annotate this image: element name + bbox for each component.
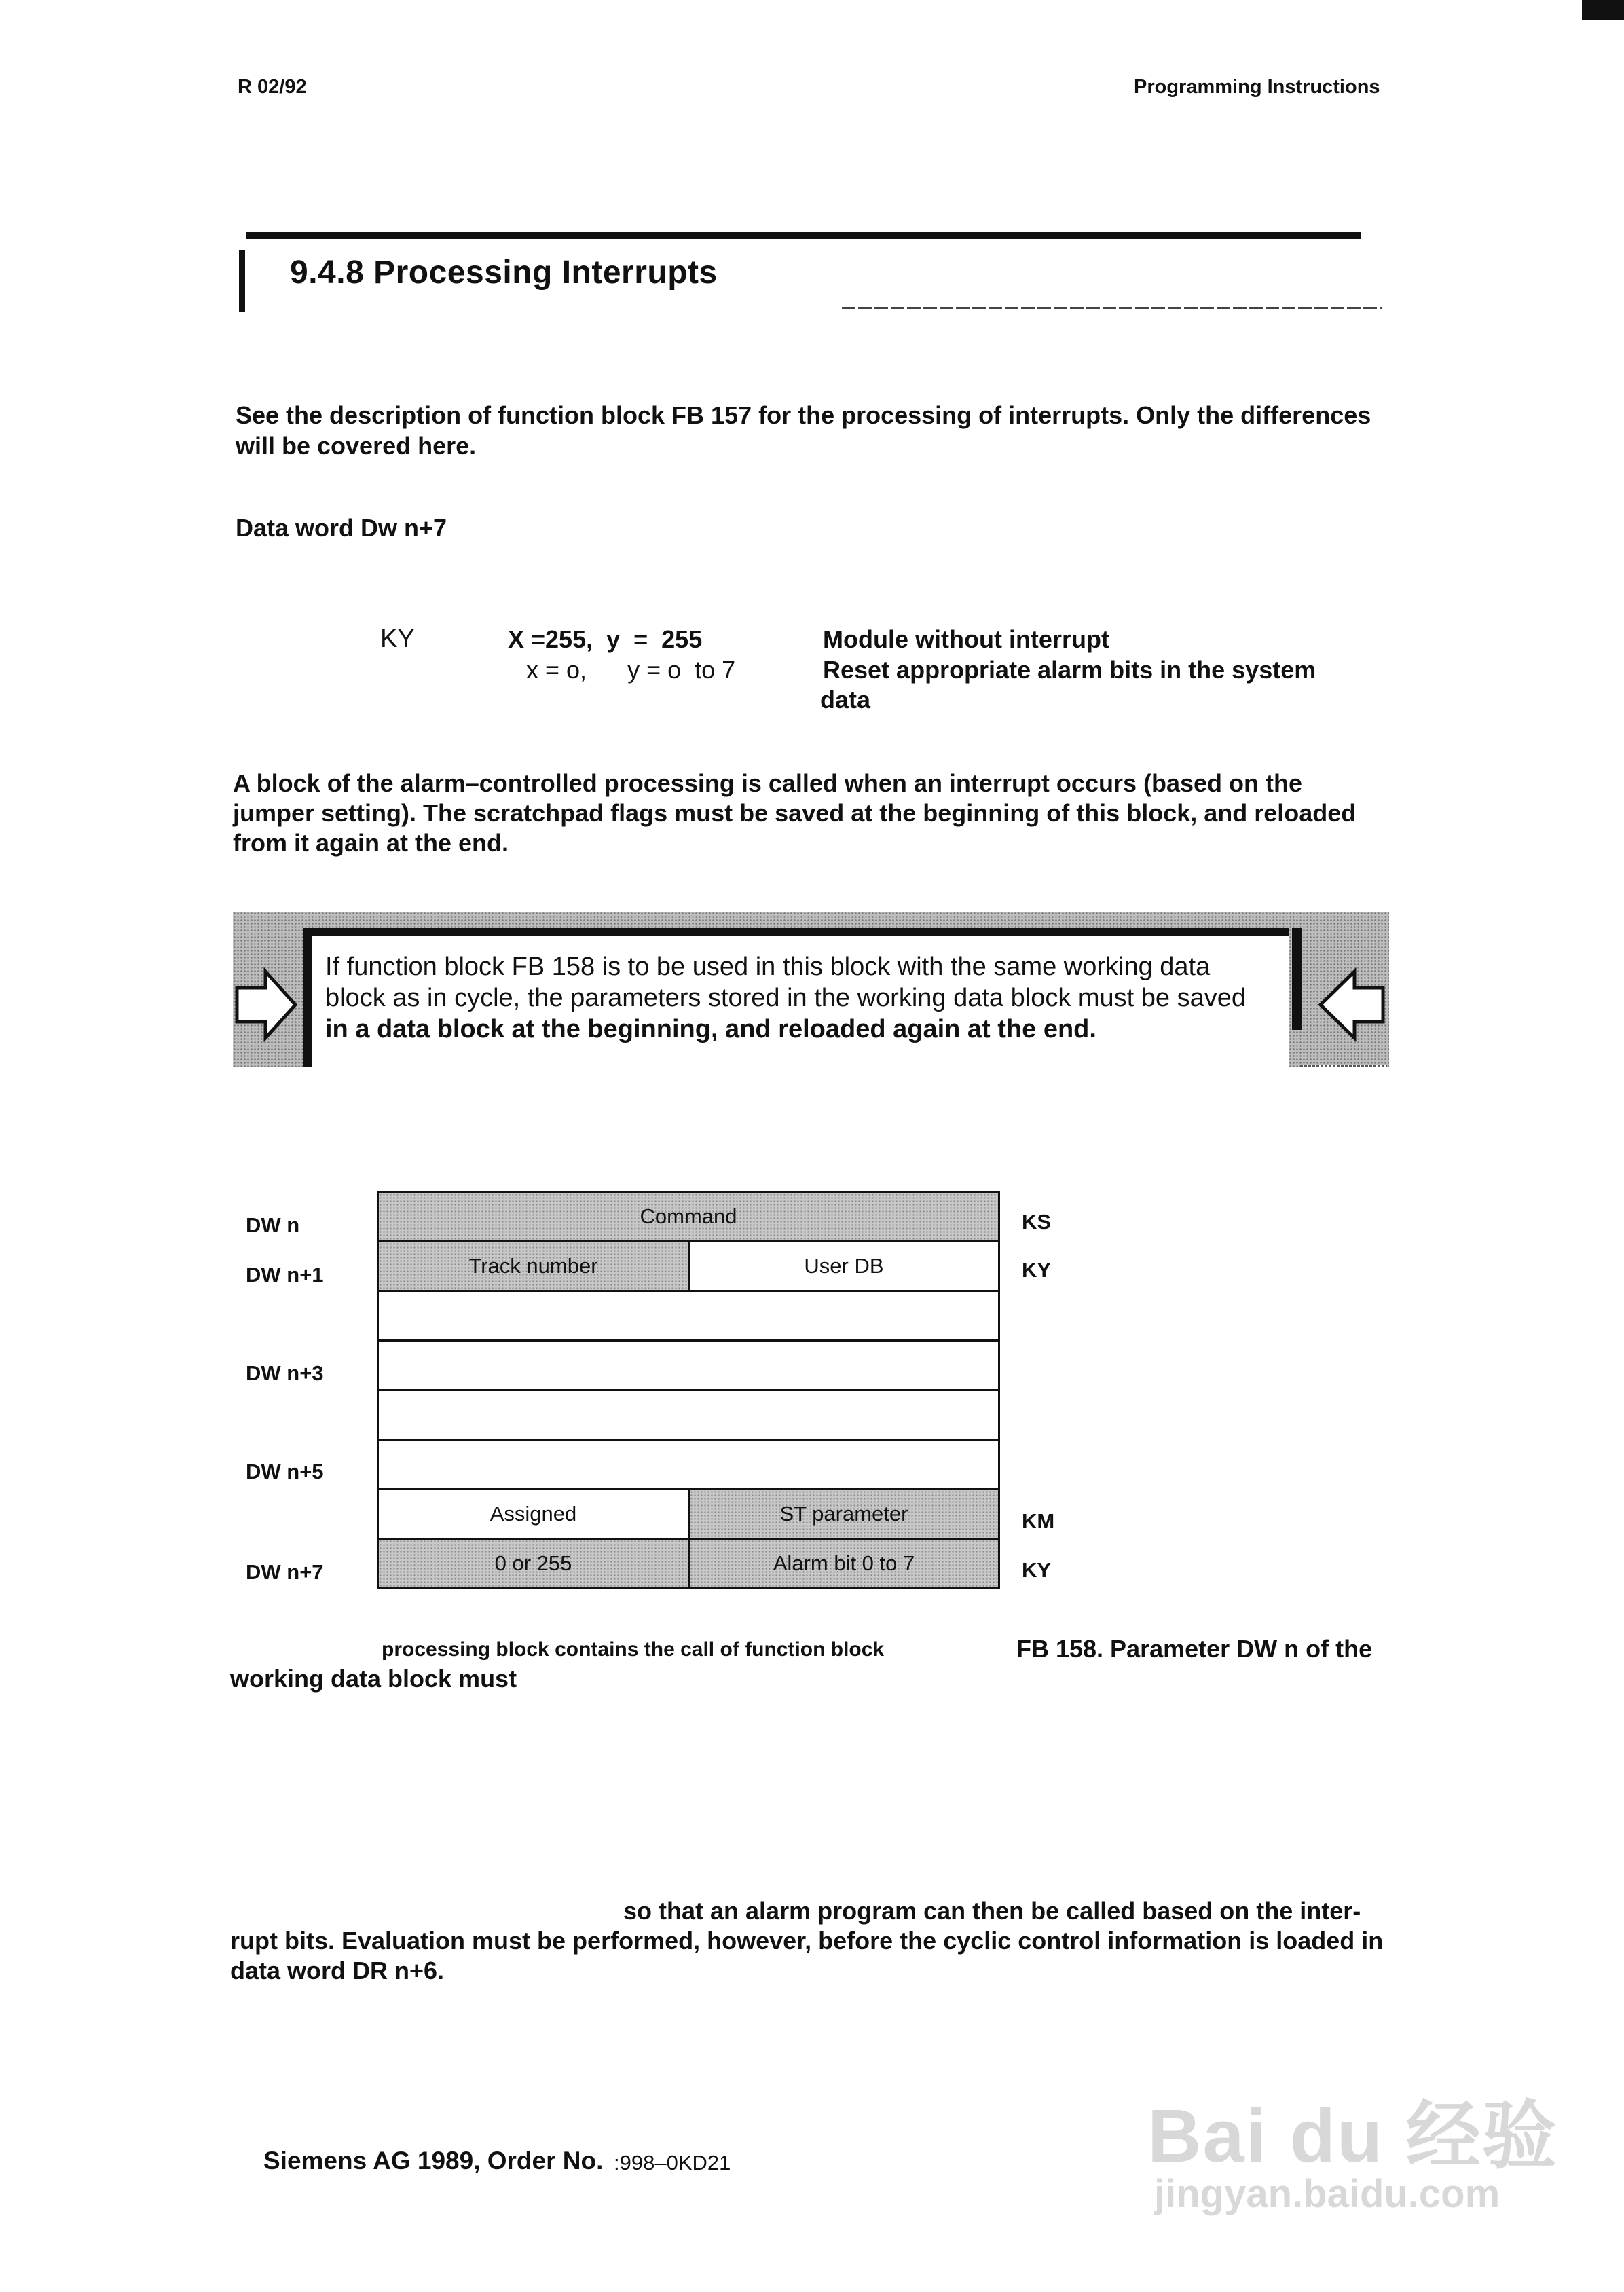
cell-zero-or-255: 0 or 255: [377, 1538, 690, 1589]
footer-order-code: :998–0KD21: [614, 2151, 731, 2175]
final-para-line-3: data word DR n+6.: [230, 1957, 445, 1984]
intro-line-2: will be covered here.: [236, 432, 477, 460]
cell-command: Command: [377, 1191, 1000, 1242]
cell-dw-n5: [377, 1439, 1000, 1490]
watermark-logo: Bai du 经验: [1147, 2094, 1558, 2178]
fragment-processing: processing block contains the call of function block: [382, 1638, 885, 1661]
data-block-diagram: [377, 1191, 1001, 1591]
dw-label-n5: DW n+5: [246, 1460, 324, 1483]
alarm-para-line-3: from it again at the end.: [233, 829, 509, 857]
final-para-line-2: rupt bits. Evaluation must be performed, however, before the cyclic control information is loaded in: [230, 1927, 1384, 1955]
ky-meaning-2-cont: data: [820, 686, 871, 714]
note-line-3: in a data block at the beginning, and reloaded again at the end.: [325, 1015, 1096, 1043]
note-left-arrow-icon: [1315, 967, 1386, 1042]
header-title: Programming Instructions: [1134, 76, 1380, 98]
note-top-border: [303, 928, 1289, 936]
note-right-border: [1292, 928, 1302, 1030]
footer-text: Siemens AG 1989, Order No.: [263, 2147, 604, 2175]
ky-meaning-2: Reset appropriate alarm bits in the system: [823, 656, 1316, 684]
ky-condition-1: X =255, y = 255: [508, 625, 703, 653]
section-rule-left: [239, 250, 245, 312]
cell-track-number: Track number: [377, 1240, 690, 1292]
fragment-fb158: FB 158. Parameter DW n of the: [1016, 1635, 1373, 1663]
alarm-para-line-1: A block of the alarm–controlled processing is called when an interrupt occurs (based on the: [233, 769, 1302, 797]
note-box: [233, 912, 1389, 1067]
note-right-arrow-icon: [234, 967, 299, 1042]
cell-assigned: Assigned: [377, 1488, 690, 1540]
cell-dw-n2: [377, 1290, 1000, 1342]
section-title: 9.4.8 Processing Interrupts: [290, 255, 718, 291]
header-revision: R 02/92: [238, 76, 307, 98]
ky-condition-2: x = o, y = o to 7: [526, 656, 736, 684]
ky-meaning-1: Module without interrupt: [823, 625, 1109, 653]
dw-label-n: DW n: [246, 1213, 300, 1237]
note-text: [325, 951, 1289, 1045]
section-rule-top: [246, 232, 1361, 239]
note-line-2: block as in cycle, the parameters stored in the working data block must be saved: [325, 984, 1247, 1012]
code-ks: KS: [1022, 1210, 1052, 1234]
code-ky-1: KY: [1022, 1258, 1052, 1282]
cell-alarm-bit: Alarm bit 0 to 7: [688, 1538, 1000, 1589]
note-left-border: [303, 928, 312, 1067]
ky-code: KY: [380, 625, 415, 653]
page-corner-mark: [1582, 0, 1624, 20]
cell-dw-n4: [377, 1389, 1000, 1441]
cell-dw-n3: [377, 1339, 1000, 1391]
dw-label-n3: DW n+3: [246, 1361, 324, 1385]
note-bottom-dots: [1300, 1065, 1387, 1067]
cell-user-db: User DB: [688, 1240, 1000, 1292]
cell-st-parameter: ST parameter: [688, 1488, 1000, 1540]
section-underline: [842, 307, 1382, 309]
fragment-working: working data block must: [230, 1665, 517, 1693]
code-km: KM: [1022, 1509, 1055, 1533]
final-para-line-1: so that an alarm program can then be called based on the inter-: [623, 1897, 1361, 1925]
intro-line-1: See the description of function block FB 157 for the processing of interrupts. Only the differences: [236, 401, 1371, 429]
watermark-url: jingyan.baidu.com: [1154, 2172, 1500, 2216]
note-line-1: If function block FB 158 is to be used in this block with the same working data: [325, 953, 1211, 981]
dw-label-n1: DW n+1: [246, 1263, 324, 1287]
data-word-heading: Data word Dw n+7: [236, 514, 447, 542]
alarm-para-line-2: jumper setting). The scratchpad flags must be saved at the beginning of this block, and reloaded: [233, 799, 1357, 827]
code-ky-2: KY: [1022, 1558, 1052, 1582]
dw-label-n7: DW n+7: [246, 1560, 324, 1584]
